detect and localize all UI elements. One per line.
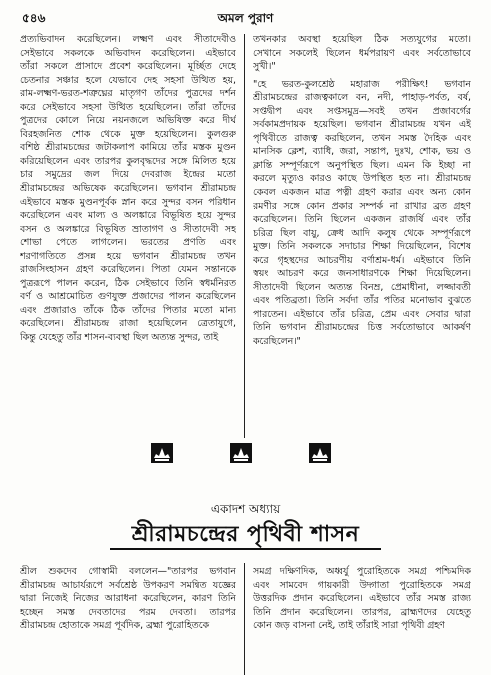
column-divider [244, 34, 245, 438]
text-line: তাঁরা সকলে প্রাসাদে প্রবেশ করেছিলেন। মূর্চ্ছিত দেহে [20, 61, 236, 73]
chapter-title: শ্রীরামচন্দ্রের পৃথিবী শাসন [131, 522, 360, 547]
text-line: শ্রীরামচন্দ্রের রাজত্বকালে বন, নদী, পাহাড়-পর্বত, বর্ষ, [253, 92, 471, 104]
text-line: সুখী।" [253, 61, 276, 73]
text-line: তখনকার অবস্থা হয়েছিল ঠিক সত্যযুগের মতো। [253, 34, 471, 45]
running-title: অমল পুরাণ [217, 11, 274, 25]
top-right-column [253, 33, 471, 438]
text-line: করে গৃহস্থদের আচরণীয় বর্ণাশ্রম-ধর্ম। এইভাবে তিনি [253, 254, 471, 266]
text-line: সীতাদেবী ছিলেন অত্যন্ত বিনম্র, প্রেমাধীনা, লজ্জাবতী [253, 281, 471, 293]
text-line: করে সেইভাবে সহসা উত্থিত হয়েছিলেন। তাঁরা তাঁদের [20, 101, 236, 113]
text-line: শ্রীরামচন্দ্রের অভিষেক করেছিলেন। ভগবান শ্রীরামচন্দ্র [20, 183, 236, 195]
text-line: তিনি প্রদান করেছিলেন। তারপর, ব্রাহ্মণদের যেহেতু [253, 606, 471, 618]
text-line: শ্রীল শুকদেব গোস্বামী বললেন—"তারপর ভগবান [20, 566, 236, 577]
text-line: হচ্ছেন সমস্ত দেবতাদের পরম দেবতা। তারপর [20, 606, 236, 618]
text-line: করেছিলেন।" [253, 336, 301, 348]
text-line: সমগ্র দক্ষিণদিক, অধ্বর্যু পুরোহিতকে সমগ্র পশ্চিমদিক [253, 566, 471, 577]
text-line: এবং প্রজারাও তাঁকে ঠিক তাঁদের পিতার মতো মান্য [20, 304, 236, 316]
text-line: এবং সামবেদ গায়কারী উদ্গাতা পুরোহিতকে সমগ্র [253, 579, 471, 591]
text-line: শোভা পেতে লাগলেন। ভরতের প্রণতি এবং [20, 237, 236, 249]
lotus-ornament-icon [151, 443, 173, 463]
text-line: শ্রীরামচন্দ্র আচার্যরূপে সর্বশ্রেষ্ঠ উপকরণ সমন্বিত যজ্ঞের [20, 579, 236, 591]
text-line: পৃথিবীতে রাজত্ব করছিলেন, তখন সমস্ত দৈহিক এবং [253, 132, 471, 144]
text-line: চরিত্র ছিল বায়ু, ক্রেধ আদি কলুষ থেকে সম্পূর্ণরূপে [253, 227, 471, 239]
text-line: করেছিলেন। তিনি ছিলেন একজন রাজর্ষি এবং তাঁর [253, 214, 471, 226]
text-line: "হে ভরত-কুলশ্রেষ্ঠ মহারাজ পরীক্ষিৎ! ভগবান [253, 78, 471, 90]
text-line: কোন জড় বাসনা নেই, তাই তাঁরাই সারা পৃথিবী গ্রহণ [253, 620, 445, 632]
text-line: প্রত্যভিবাদন করেছিলেন। লক্ষ্মণ এবং সীতাদেবীও [20, 34, 236, 45]
lotus-ornament-icon [309, 443, 331, 463]
text-line: কেবল একজন মাত্র পত্নী গ্রহণ করার এবং অন্য কোন [253, 187, 471, 199]
text-line: চার সমুদ্রের জল দিয়ে দেবরাজ ইন্দ্রের মতো [20, 169, 236, 181]
text-line: এইভাবে মস্তক মুণ্ডনপূর্বক স্নান করে সুন্দর বসন পরিধান [20, 196, 236, 208]
text-line: ক্লান্তি সম্পূর্ণরূপে অনুপস্থিত ছিল। এমন কি ইচ্ছা না [253, 159, 471, 171]
title-underline [110, 548, 381, 550]
page-header [22, 10, 469, 28]
lotus-ornament-icon [230, 443, 252, 463]
text-line: সেইভাবে সকলকে অভিবাদন করেছিলেন। এইভাবে [20, 47, 236, 59]
text-line: কিন্তু যেহেতু তাঁর শাসন-ব্যবস্থা ছিল অত্যন্ত সুন্দর, তাই [20, 332, 219, 344]
text-line: মুক্ত। তিনি সকলকে সদাচার শিক্ষা দিয়েছিলেন, বিশেষ [253, 241, 471, 253]
text-line: পারতেন। এইভাবে তাঁর চরিত্র, প্রেম এবং সেবার দ্বারা [253, 308, 471, 320]
text-line: করিয়েছিলেন এবং তারপর কুলবৃদ্ধদের সঙ্গে মিলিত হয়ে [20, 155, 236, 167]
column-divider [244, 563, 245, 675]
text-line: চেতনার সঞ্চার হলে যেভাবে দেহ সহসা উত্থিত হয়, [20, 74, 236, 86]
text-line: সর্বকামপ্রদায়ক হয়েছিল। ভগবান শ্রীরামচন্দ্র যখন এই [253, 119, 471, 131]
page-number: ৫৪৬ [22, 11, 46, 25]
text-line: তিনি ভগবান শ্রীরামচন্দ্রের চিত্ত সর্বতোভাবে আকর্ষণ [253, 322, 471, 334]
text-line: করলে মৃত্যুও কারও কাছে উপস্থিত হত না। শ্রীরামচন্দ্র [253, 173, 471, 185]
bottom-right-column [253, 565, 471, 675]
text-line: বসন ও অলঙ্কারে বিভূষিত ভ্রাতাগণ ও সীতাদেবী সহ [20, 223, 236, 235]
text-line: এবং পতিব্রতা। তিনি সর্বদা তাঁর পতির মনোভাব বুঝতে [253, 295, 471, 307]
text-line: সেখানে সকলেই ছিলেন ধর্মপরায়ণ এবং সর্বতোভাবে [253, 47, 471, 59]
top-left-column [20, 33, 236, 438]
text-line: পুত্রদের কোলে নিয়ে নয়নজলে অভিষিক্ত করে দীর্ঘ [20, 115, 236, 127]
text-line: পুত্ররূপে পালন করেন, ঠিক সেইভাবে তিনি স্বধর্মনিরত [20, 277, 236, 289]
text-line: বিরহজনিত শোক থেকে মুক্ত হয়েছিলেন। কুলগুরু [20, 128, 236, 140]
text-line: রমণীর সঙ্গে কোন প্রকার সম্পর্ক না রাখার ব্রত গ্রহণ [253, 200, 471, 212]
text-line: সপ্তদ্বীপ এবং সপ্তসমুদ্র—সবই তখন প্রজাবর্গের [253, 105, 471, 117]
text-line: রাজসিংহাসন গ্রহণ করেছিলেন। পিতা যেমন সন্তানকে [20, 264, 236, 276]
text-line: করেছিলেন এবং মাল্য ও অলঙ্কারে বিভূষিত হয়ে সুন্দর [20, 210, 236, 222]
text-line: রাম-লক্ষ্মণ-ভরত-শত্রুঘ্নের মাতৃগণ তাঁদের পুত্রদের দর্শন [20, 88, 236, 100]
text-line: স্বয়ং আচরণ করে জনসাধারণকে শিক্ষা দিয়েছিলেন। [253, 268, 471, 280]
text-line: দ্বারা নিজেই নিজের আরাধনা করেছিলেন, কারণ তিনি [20, 593, 236, 605]
text-line: করেছিলেন। শ্রীরামচন্দ্র রাজা হয়েছিলেন ত্রেতাযুগে, [20, 318, 236, 330]
text-line: শ্রীরামচন্দ্র হোতাকে সমগ্র পূর্বদিক, ব্রহ্মা পুরোহিতকে [20, 620, 210, 632]
text-line: বর্ণ ও আশ্রমোচিত গুণযুক্ত প্রজাদের পালন করেছিলেন [20, 291, 236, 303]
text-line: উত্তরদিক প্রদান করেছিলেন। এইভাবে তাঁর সমস্ত রাজ্য [253, 593, 471, 605]
text-line: বশিষ্ঠ শ্রীরামচন্দ্রের জটাকলাপ কামিয়ে তাঁর মস্তক মুণ্ডন [20, 142, 236, 154]
text-line: মানসিক ক্লেশ, ব্যাধি, জরা, সন্তাপ, দুঃখ, শোক, ভয় ও [253, 146, 471, 158]
bottom-left-column [20, 565, 236, 675]
text-line: শরণাগতিতে প্রসন্ন হয়ে ভগবান শ্রীরামচন্দ্র তখন [20, 250, 236, 262]
chapter-number: একাদশ অধ্যায় [210, 502, 281, 516]
